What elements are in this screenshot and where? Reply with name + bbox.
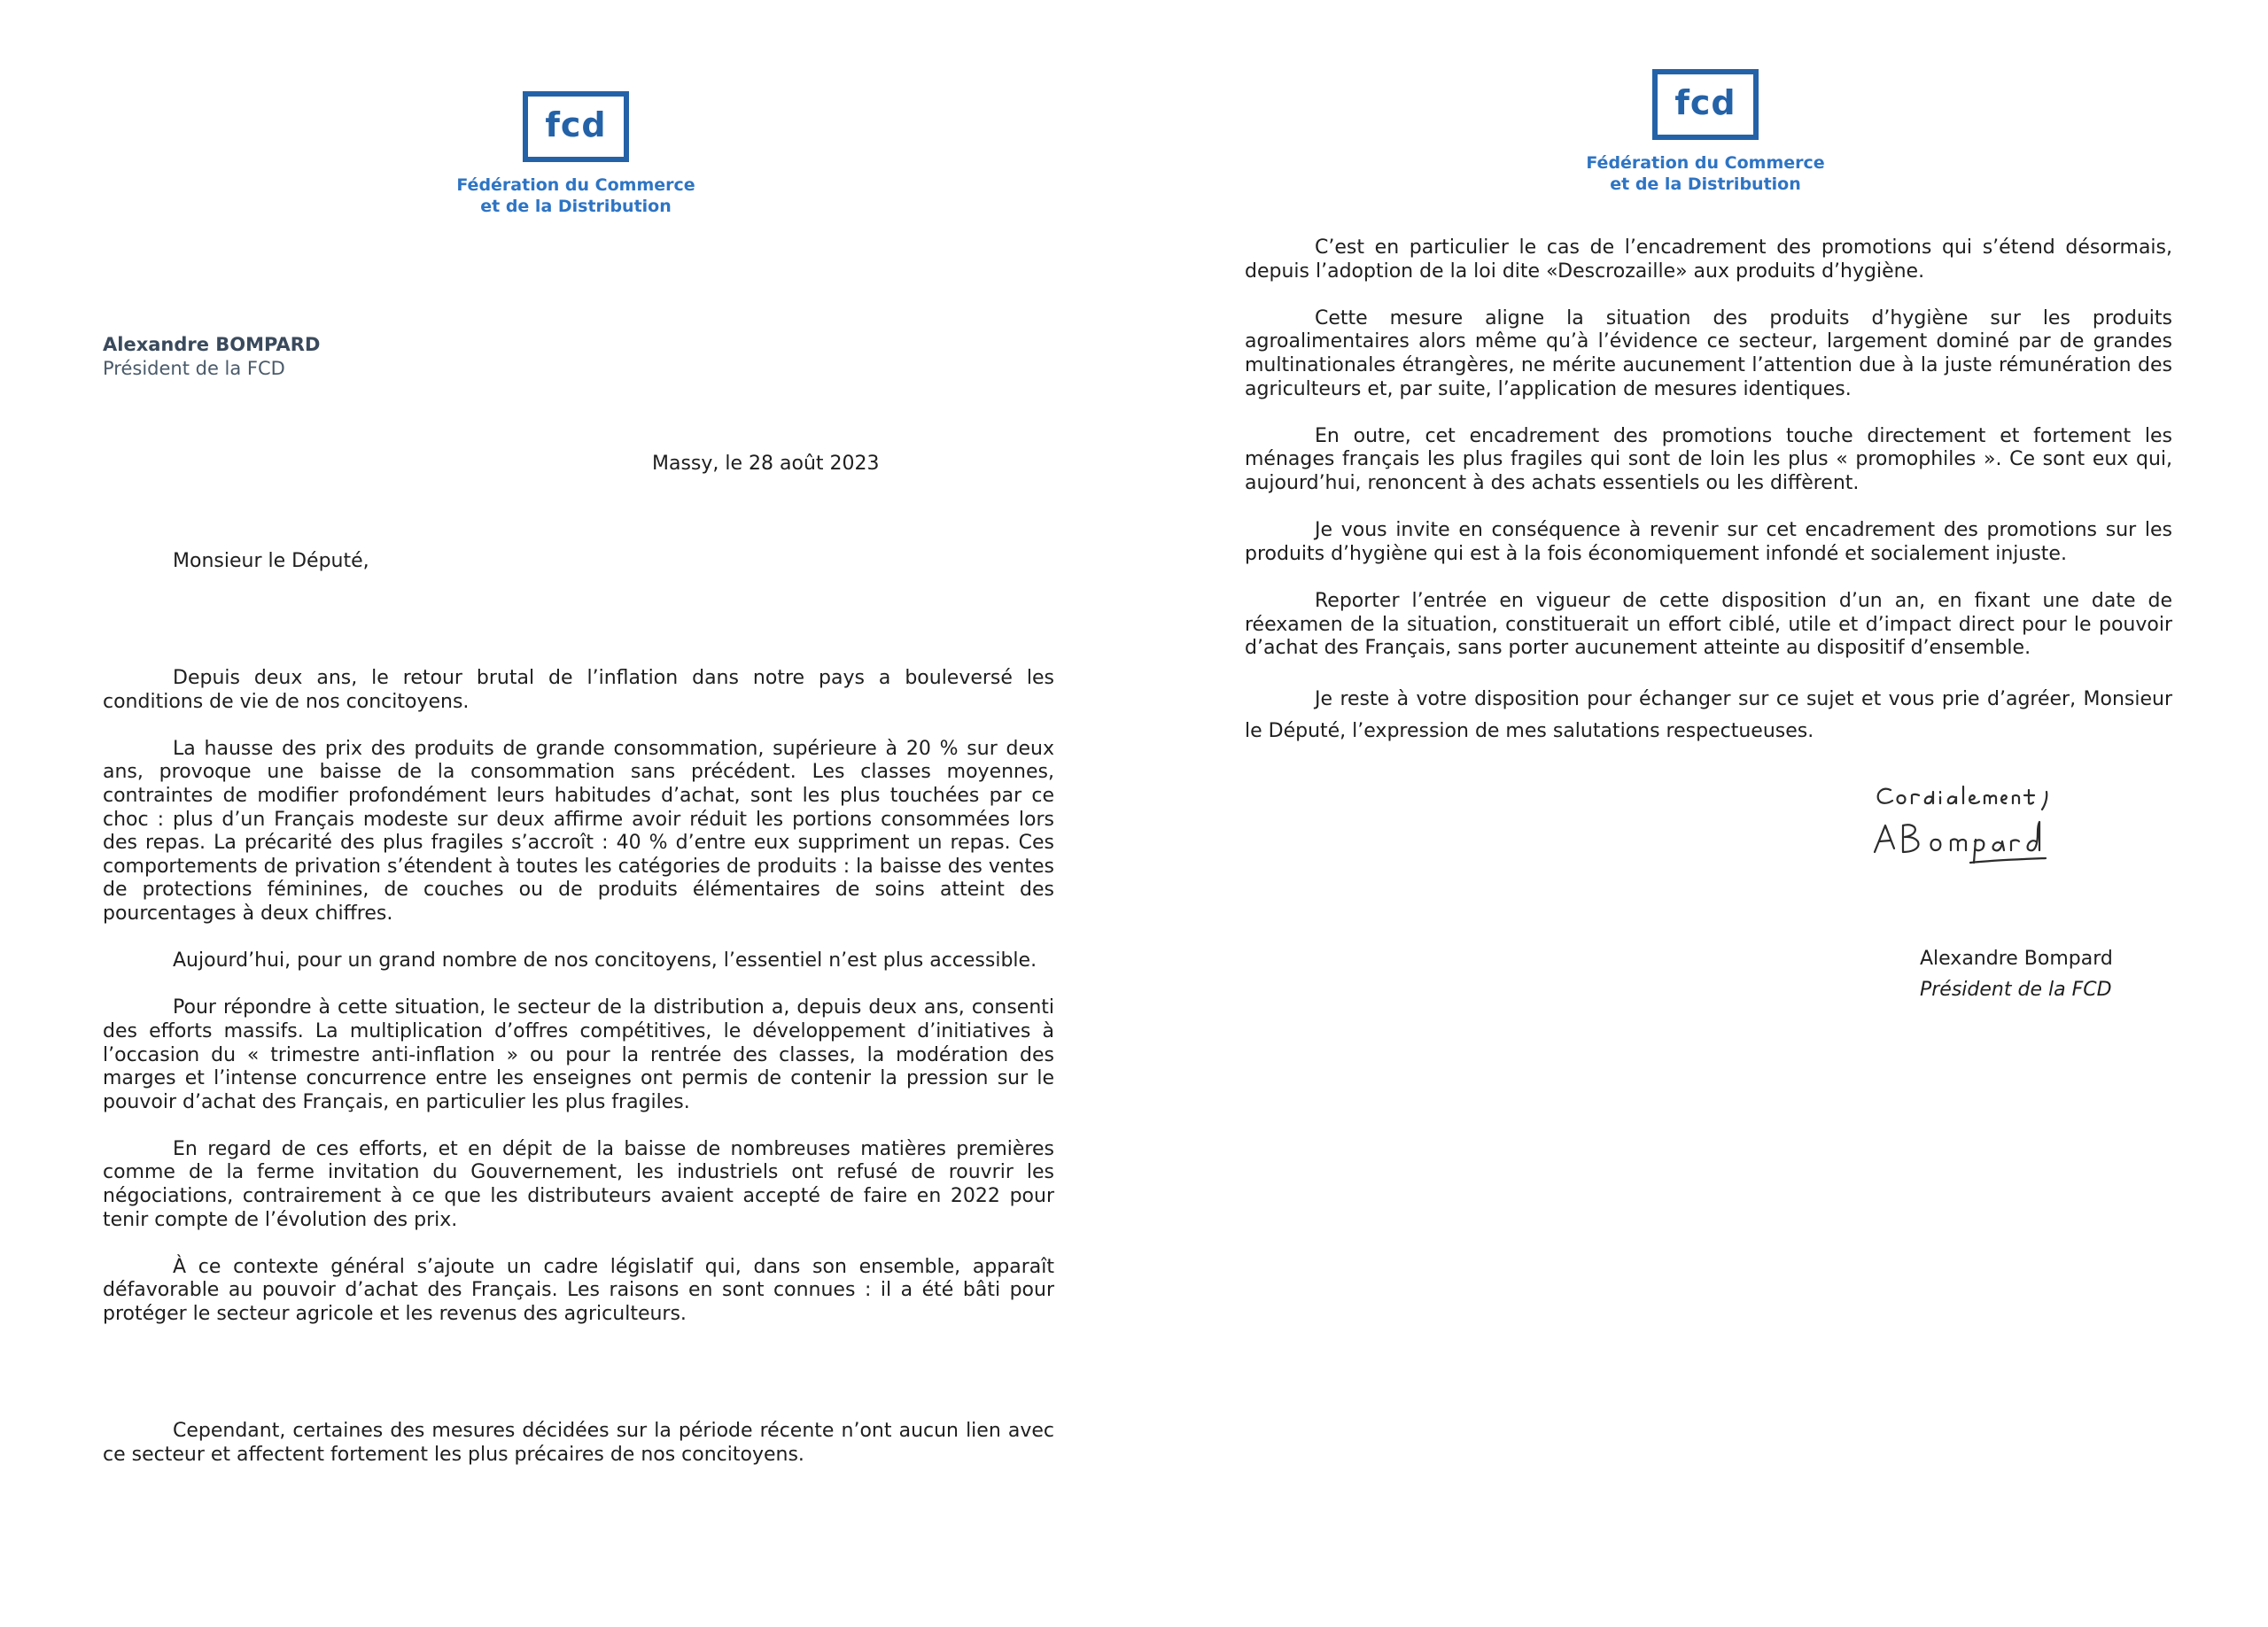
paragraph: La hausse des prix des produits de grande consommation, supérieure à 20 % sur deux ans, provoque une baisse de la consommation sans précédent. Les classes moyennes, contraintes de modifier profondément leurs habitudes d’achat, sont les plus touchées par ce choc : plus d’un Français modeste sur deux affirme avoir réduit les portions consommées lors des repas. La précarité des plus fragiles s’accroît : 40 % d’entre eux suppriment un repas. Ces comportements de privation s’étendent à toutes les catégories de produits : la baisse des ventes de protections féminines, de couches ou de produits élémentaires de soins atteint des pourcentages à deux chiffres. (103, 737, 1054, 925)
paragraph: Aujourd’hui, pour un grand nombre de nos concitoyens, l’essentiel n’est plus accessible. (173, 949, 1037, 972)
paragraph: C’est en particulier le cas de l’encadrement des promotions qui s’étend désormais, depuis l’adoption de la loi dite «Descrozaille» aux produits d’hygiène. (1245, 236, 2172, 283)
paragraph: En outre, cet encadrement des promotions touche directement et fortement les ménages français les plus fragiles qui sont de loin les plus « promophiles ». Ce sont eux qui, aujourd’hui, renoncent à des achats essentiels ou les diffèrent. (1245, 424, 2172, 494)
sender-block (103, 333, 320, 381)
sender-title: Président de la FCD (103, 358, 285, 379)
signatory-name: Alexandre Bompard (1920, 948, 2113, 970)
sender-name: Alexandre BOMPARD (103, 334, 321, 355)
letter-body-page-1 (103, 667, 1054, 1491)
letter-date: Massy, le 28 août 2023 (652, 453, 880, 475)
salutation: Monsieur le Député, (173, 550, 369, 572)
paragraph: Je vous invite en conséquence à revenir sur cet encadrement des promotions sur les produits d’hygiène qui est à la fois économiquement infondé et socialement injuste. (1245, 519, 2172, 565)
paragraph: En regard de ces efforts, et en dépit de la baisse de nombreuses matières premières comme de la ferme invitation du Gouvernement, les industriels ont refusé de rouvrir les négociations, contrairement à ce que les distributeurs avaient accepté de faire en 2022 pour tenir compte de l’évolution des prix. (103, 1137, 1054, 1231)
handwritten-signature (1871, 771, 2155, 903)
signatory-title: Président de la FCD (1920, 979, 2112, 1001)
logo-name-line-2: et de la Distribution (480, 197, 672, 216)
paragraph: Cependant, certaines des mesures décidées sur la période récente n’ont aucun lien avec ce secteur et affectent fortement les plus précaires de nos concitoyens. (103, 1420, 1054, 1466)
logo-name-line-2: et de la Distribution (1610, 174, 1801, 194)
fcd-logo (1573, 69, 1838, 195)
logo-name-line-1: Fédération du Commerce (456, 175, 695, 195)
fcd-logo-name (443, 174, 709, 217)
paragraph: À ce contexte général s’ajoute un cadre législatif qui, dans son ensemble, apparaît défavorable au pouvoir d’achat des Français. Les raisons en sont connues : il a été bâti pour protéger le secteur agricole et les revenus des agriculteurs. (103, 1255, 1054, 1326)
letter-page-2 (1134, 0, 2268, 1627)
logo-name-line-1: Fédération du Commerce (1586, 153, 1825, 173)
paragraph: Reporter l’entrée en vigueur de cette disposition d’un an, en fixant une date de réexamen de la situation, constituerait un effort ciblé, utile et d’impact direct pour le pouvoir d’achat des Français, sans porter aucunement atteinte au dispositif d’ensemble. (1245, 589, 2172, 660)
fcd-logo-mark: fcd (523, 91, 629, 162)
paragraph-gap (103, 1350, 1054, 1420)
paragraph: Cette mesure aligne la situation des produits d’hygiène sur les produits agroalimentaires alors même qu’à l’évidence ce secteur, largement dominé par de grandes multinationales étrangères, ne mérite aucunement l’attention due à la juste rémunération des agriculteurs et, par suite, l’application de mesures identiques. (1245, 306, 2172, 400)
closing-paragraph: Je reste à votre disposition pour échanger sur ce sujet et vous prie d’agréer, Monsieur le Député, l’expression de mes salutations respectueuses. (1245, 688, 2172, 743)
fcd-logo-name (1573, 152, 1838, 195)
fcd-logo (443, 91, 709, 217)
fcd-logo-mark: fcd (1652, 69, 1759, 140)
letter-body-page-2 (1245, 236, 2172, 771)
paragraph: Pour répondre à cette situation, le secteur de la distribution a, depuis deux ans, consenti des efforts massifs. La multiplication d’offres compétitives, le développement d’initiatives à l’occasion du « trimestre anti-inflation » ou pour la rentrée des classes, la modération des marges et l’intense concurrence entre les enseignes ont permis de contenir la pression sur le pouvoir d’achat des Français, en particulier les plus fragiles. (103, 996, 1054, 1113)
paragraph: Depuis deux ans, le retour brutal de l’inflation dans notre pays a bouleversé les conditions de vie de nos concitoyens. (103, 667, 1054, 713)
